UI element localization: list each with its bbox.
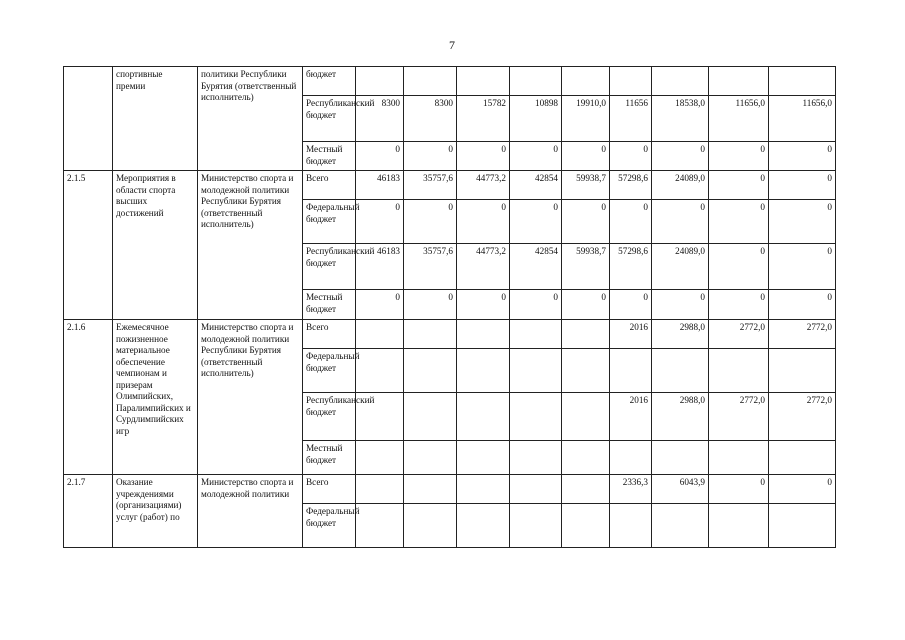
amount-cell: 0 — [769, 200, 836, 244]
amount-cell: 2772,0 — [769, 393, 836, 441]
amount-cell — [457, 67, 510, 96]
amount-cell — [769, 349, 836, 393]
amount-cell: 57298,6 — [610, 244, 652, 290]
amount-cell: 0 — [610, 290, 652, 320]
amount-cell: 2772,0 — [709, 320, 769, 349]
amount-cell: 57298,6 — [610, 171, 652, 200]
amount-cell: 0 — [562, 200, 610, 244]
amount-cell — [709, 504, 769, 548]
amount-cell — [457, 349, 510, 393]
amount-cell — [709, 441, 769, 475]
amount-cell — [562, 475, 610, 504]
funding-source: Федеральный бюджет — [303, 200, 356, 244]
funding-source: Федеральный бюджет — [303, 349, 356, 393]
amount-cell: 0 — [510, 290, 562, 320]
amount-cell — [356, 67, 404, 96]
amount-cell — [457, 475, 510, 504]
amount-cell — [404, 504, 457, 548]
amount-cell: 2988,0 — [652, 393, 709, 441]
amount-cell — [562, 393, 610, 441]
amount-cell: 35757,6 — [404, 171, 457, 200]
amount-cell: 59938,7 — [562, 244, 610, 290]
amount-cell — [404, 475, 457, 504]
amount-cell — [356, 320, 404, 349]
amount-cell: 59938,7 — [562, 171, 610, 200]
amount-cell: 0 — [769, 171, 836, 200]
amount-cell — [510, 441, 562, 475]
amount-cell — [510, 349, 562, 393]
amount-cell: 0 — [510, 142, 562, 171]
amount-cell — [652, 441, 709, 475]
amount-cell: 46183 — [356, 244, 404, 290]
amount-cell: 0 — [652, 142, 709, 171]
funding-source: Всего — [303, 320, 356, 349]
amount-cell — [562, 320, 610, 349]
amount-cell: 15782 — [457, 96, 510, 142]
funding-source: Республиканский бюджет — [303, 96, 356, 142]
amount-cell: 44773,2 — [457, 171, 510, 200]
amount-cell — [404, 349, 457, 393]
amount-cell: 2016 — [610, 320, 652, 349]
amount-cell: 0 — [769, 290, 836, 320]
amount-cell: 0 — [457, 142, 510, 171]
amount-cell — [510, 475, 562, 504]
amount-cell: 0 — [652, 290, 709, 320]
amount-cell — [404, 393, 457, 441]
amount-cell: 0 — [709, 200, 769, 244]
table-row — [64, 67, 836, 96]
amount-cell: 0 — [457, 290, 510, 320]
page-number: 7 — [449, 38, 455, 52]
amount-cell — [457, 504, 510, 548]
amount-cell: 11656 — [610, 96, 652, 142]
funding-source: бюджет — [303, 67, 356, 96]
amount-cell: 0 — [404, 200, 457, 244]
amount-cell: 0 — [709, 475, 769, 504]
table-row — [64, 320, 836, 349]
row-executor: политики Республики Бурятия (ответственный исполнитель) — [198, 67, 303, 171]
amount-cell — [610, 504, 652, 548]
amount-cell: 0 — [457, 200, 510, 244]
amount-cell — [652, 349, 709, 393]
amount-cell: 2016 — [610, 393, 652, 441]
amount-cell: 42854 — [510, 171, 562, 200]
amount-cell — [356, 475, 404, 504]
amount-cell: 0 — [769, 244, 836, 290]
funding-source: Федеральный бюджет — [303, 504, 356, 548]
amount-cell: 0 — [610, 142, 652, 171]
row-code: 2.1.5 — [64, 171, 113, 320]
amount-cell: 0 — [562, 290, 610, 320]
amount-cell — [510, 504, 562, 548]
funding-source: Местный бюджет — [303, 290, 356, 320]
amount-cell: 0 — [709, 290, 769, 320]
amount-cell: 0 — [404, 142, 457, 171]
amount-cell — [404, 320, 457, 349]
amount-cell: 11656,0 — [769, 96, 836, 142]
amount-cell — [356, 349, 404, 393]
funding-source: Местный бюджет — [303, 142, 356, 171]
amount-cell — [610, 441, 652, 475]
amount-cell — [562, 441, 610, 475]
amount-cell: 0 — [510, 200, 562, 244]
amount-cell: 24089,0 — [652, 171, 709, 200]
amount-cell: 0 — [652, 200, 709, 244]
funding-source: Местный бюджет — [303, 441, 356, 475]
row-name: Оказание учреждениями (организациями) услуг (работ) по — [113, 475, 198, 548]
amount-cell: 46183 — [356, 171, 404, 200]
amount-cell: 19910,0 — [562, 96, 610, 142]
amount-cell — [404, 441, 457, 475]
amount-cell — [404, 67, 457, 96]
amount-cell: 35757,6 — [404, 244, 457, 290]
budget-table — [63, 66, 836, 548]
amount-cell — [457, 320, 510, 349]
amount-cell — [562, 67, 610, 96]
amount-cell — [356, 504, 404, 548]
amount-cell — [510, 393, 562, 441]
amount-cell: 2336,3 — [610, 475, 652, 504]
amount-cell — [652, 504, 709, 548]
amount-cell: 0 — [769, 475, 836, 504]
amount-cell: 0 — [356, 200, 404, 244]
amount-cell: 0 — [562, 142, 610, 171]
amount-cell — [709, 349, 769, 393]
amount-cell — [610, 67, 652, 96]
row-code: 2.1.6 — [64, 320, 113, 475]
amount-cell: 6043,9 — [652, 475, 709, 504]
amount-cell: 0 — [709, 142, 769, 171]
row-executor: Министерство спорта и молодежной политики Республики Бурятия (ответственный исполнитель) — [198, 171, 303, 320]
amount-cell: 0 — [709, 171, 769, 200]
amount-cell — [457, 441, 510, 475]
amount-cell — [510, 320, 562, 349]
amount-cell: 0 — [610, 200, 652, 244]
amount-cell — [356, 441, 404, 475]
row-executor: Министерство спорта и молодежной политики Республики Бурятия (ответственный исполнитель) — [198, 320, 303, 475]
amount-cell: 8300 — [356, 96, 404, 142]
amount-cell — [510, 67, 562, 96]
amount-cell — [610, 349, 652, 393]
amount-cell — [769, 67, 836, 96]
amount-cell — [562, 349, 610, 393]
amount-cell: 42854 — [510, 244, 562, 290]
amount-cell — [769, 441, 836, 475]
amount-cell: 0 — [356, 142, 404, 171]
amount-cell: 18538,0 — [652, 96, 709, 142]
amount-cell: 0 — [709, 244, 769, 290]
amount-cell — [562, 504, 610, 548]
amount-cell — [652, 67, 709, 96]
table-row — [64, 475, 836, 504]
amount-cell: 0 — [356, 290, 404, 320]
row-code — [64, 67, 113, 171]
row-name: Ежемесячное пожизненное материальное обеспечение чемпионам и призерам Олимпийских, Паралимпийских и Сурдлимпийских игр — [113, 320, 198, 475]
funding-source: Республиканский бюджет — [303, 244, 356, 290]
amount-cell — [769, 504, 836, 548]
amount-cell: 2772,0 — [769, 320, 836, 349]
amount-cell: 0 — [404, 290, 457, 320]
table-row — [64, 171, 836, 200]
amount-cell — [709, 67, 769, 96]
amount-cell: 8300 — [404, 96, 457, 142]
amount-cell: 44773,2 — [457, 244, 510, 290]
amount-cell: 2988,0 — [652, 320, 709, 349]
funding-source: Всего — [303, 475, 356, 504]
amount-cell: 2772,0 — [709, 393, 769, 441]
row-executor: Министерство спорта и молодежной политики — [198, 475, 303, 548]
amount-cell: 24089,0 — [652, 244, 709, 290]
funding-source: Республиканский бюджет — [303, 393, 356, 441]
amount-cell: 0 — [769, 142, 836, 171]
row-code: 2.1.7 — [64, 475, 113, 548]
row-name: спортивные премии — [113, 67, 198, 171]
amount-cell: 10898 — [510, 96, 562, 142]
amount-cell — [457, 393, 510, 441]
row-name: Мероприятия в области спорта высших достижений — [113, 171, 198, 320]
funding-source: Всего — [303, 171, 356, 200]
amount-cell: 11656,0 — [709, 96, 769, 142]
